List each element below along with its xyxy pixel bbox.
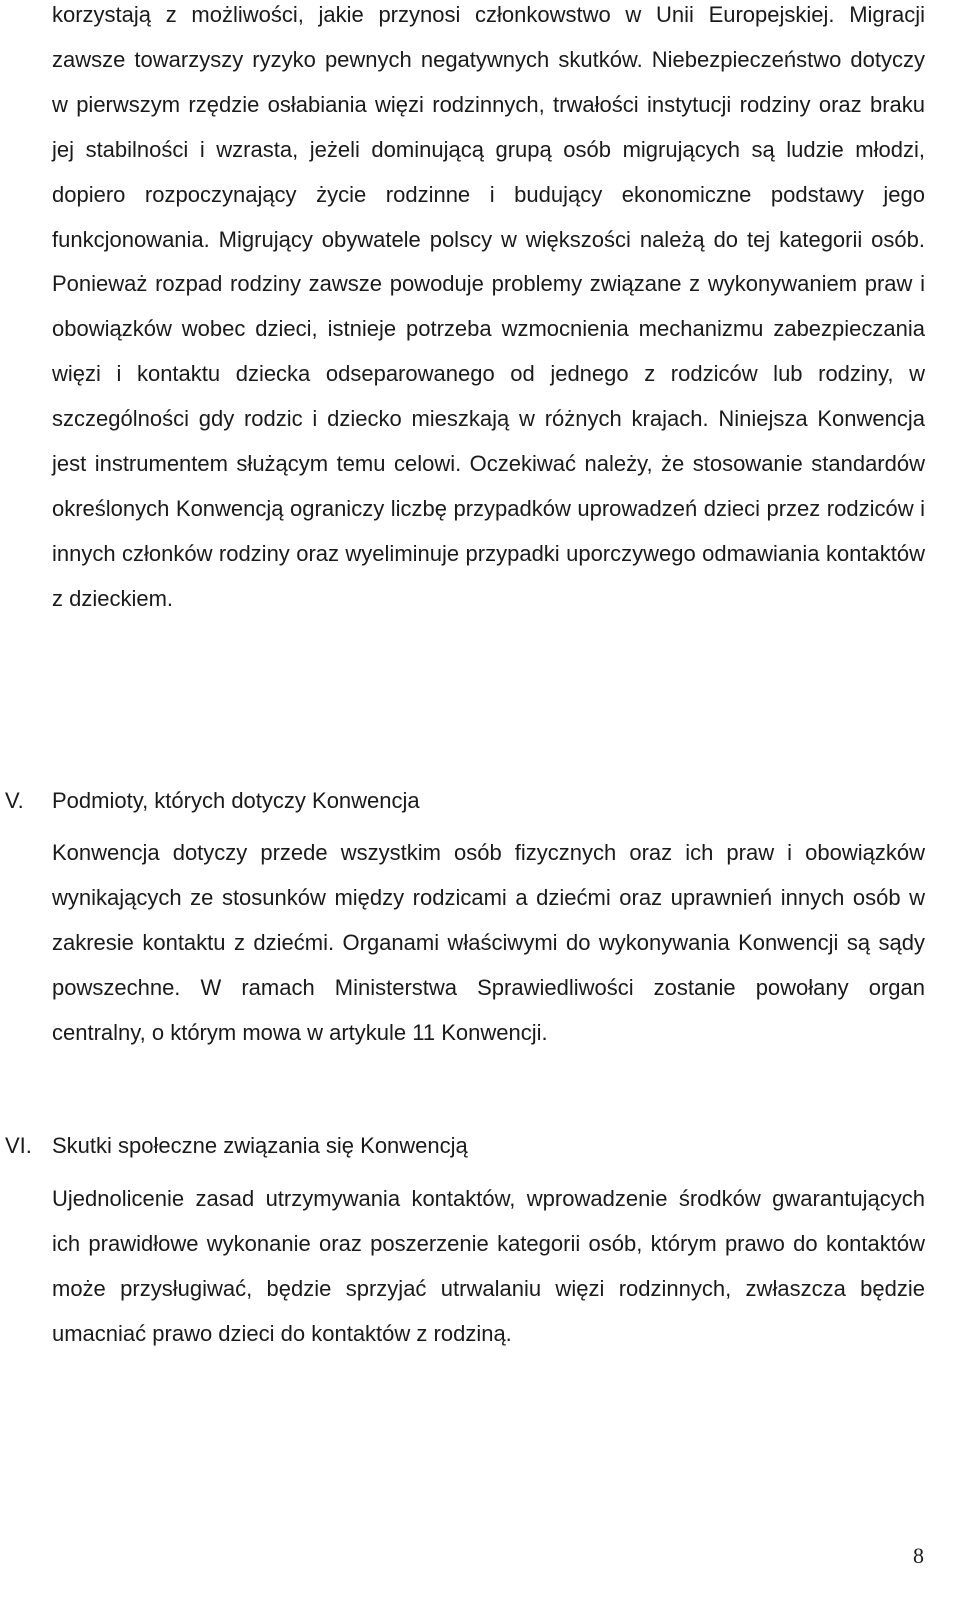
section-heading-vi bbox=[0, 1126, 940, 1166]
section-title: Skutki społeczne związania się Konwencją bbox=[52, 1133, 468, 1158]
intro-paragraph: korzystają z możliwości, jakie przynosi członkowstwo w Unii Europejskiej. Migracji zawsze towarzyszy ryzyko pewnych negatywnych skutków. Niebezpieczeństwo dotyczy w pierwszym rzędzie osłabiania więzi rodzinnych, trwałości instytucji rodziny oraz braku jej stabilności i wzrasta, jeżeli dominującą grupą osób migrujących są ludzie młodzi, dopiero rozpoczynający życie rodzinne i budujący ekonomiczne podstawy jego funkcjonowania. Migrujący obywatele polscy w większości należą do tej kategorii osób. Ponieważ rozpad rodziny zawsze powoduje problemy związane z wykonywaniem praw i obowiązków wobec dzieci, istnieje potrzeba wzmocnienia mechanizmu zabezpieczania więzi i kontaktu dziecka odseparowanego od jednego z rodziców lub rodziny, w szczególności gdy rodzic i dziecko mieszkają w różnych krajach. Niniejsza Konwencja jest instrumentem służącym temu celowi. Oczekiwać należy, że stosowanie standardów określonych Konwencją ograniczy liczbę przypadków uprowadzeń dzieci przez rodziców i innych członków rodziny oraz wyeliminuje przypadki uporczywego odmawiania kontaktów z dzieckiem. bbox=[52, 2, 925, 611]
section-heading-v bbox=[0, 781, 940, 821]
section-title: Podmioty, których dotyczy Konwencja bbox=[52, 788, 420, 813]
section-v-paragraph: Konwencja dotyczy przede wszystkim osób fizycznych oraz ich praw i obowiązków wynikających ze stosunków między rodzicami a dziećmi oraz uprawnień innych osób w zakresie kontaktu z dziećmi. Organami właściwymi do wykonywania Konwencji są sądy powszechne. W ramach Ministerstwa Sprawiedliwości zostanie powołany organ centralny, o którym mowa w artykule 11 Konwencji. bbox=[52, 840, 925, 1045]
section-number: VI. bbox=[5, 1133, 32, 1158]
section-vi-paragraph: Ujednolicenie zasad utrzymywania kontaktów, wprowadzenie środków gwarantujących ich prawidłowe wykonanie oraz poszerzenie kategorii osób, którym prawo do kontaktów może przysługiwać, będzie sprzyjać utrwalaniu więzi rodzinnych, zwłaszcza będzie umacniać prawo dzieci do kontaktów z rodziną. bbox=[52, 1186, 925, 1346]
page-number: 8 bbox=[913, 1543, 924, 1568]
section-number: V. bbox=[5, 788, 24, 813]
